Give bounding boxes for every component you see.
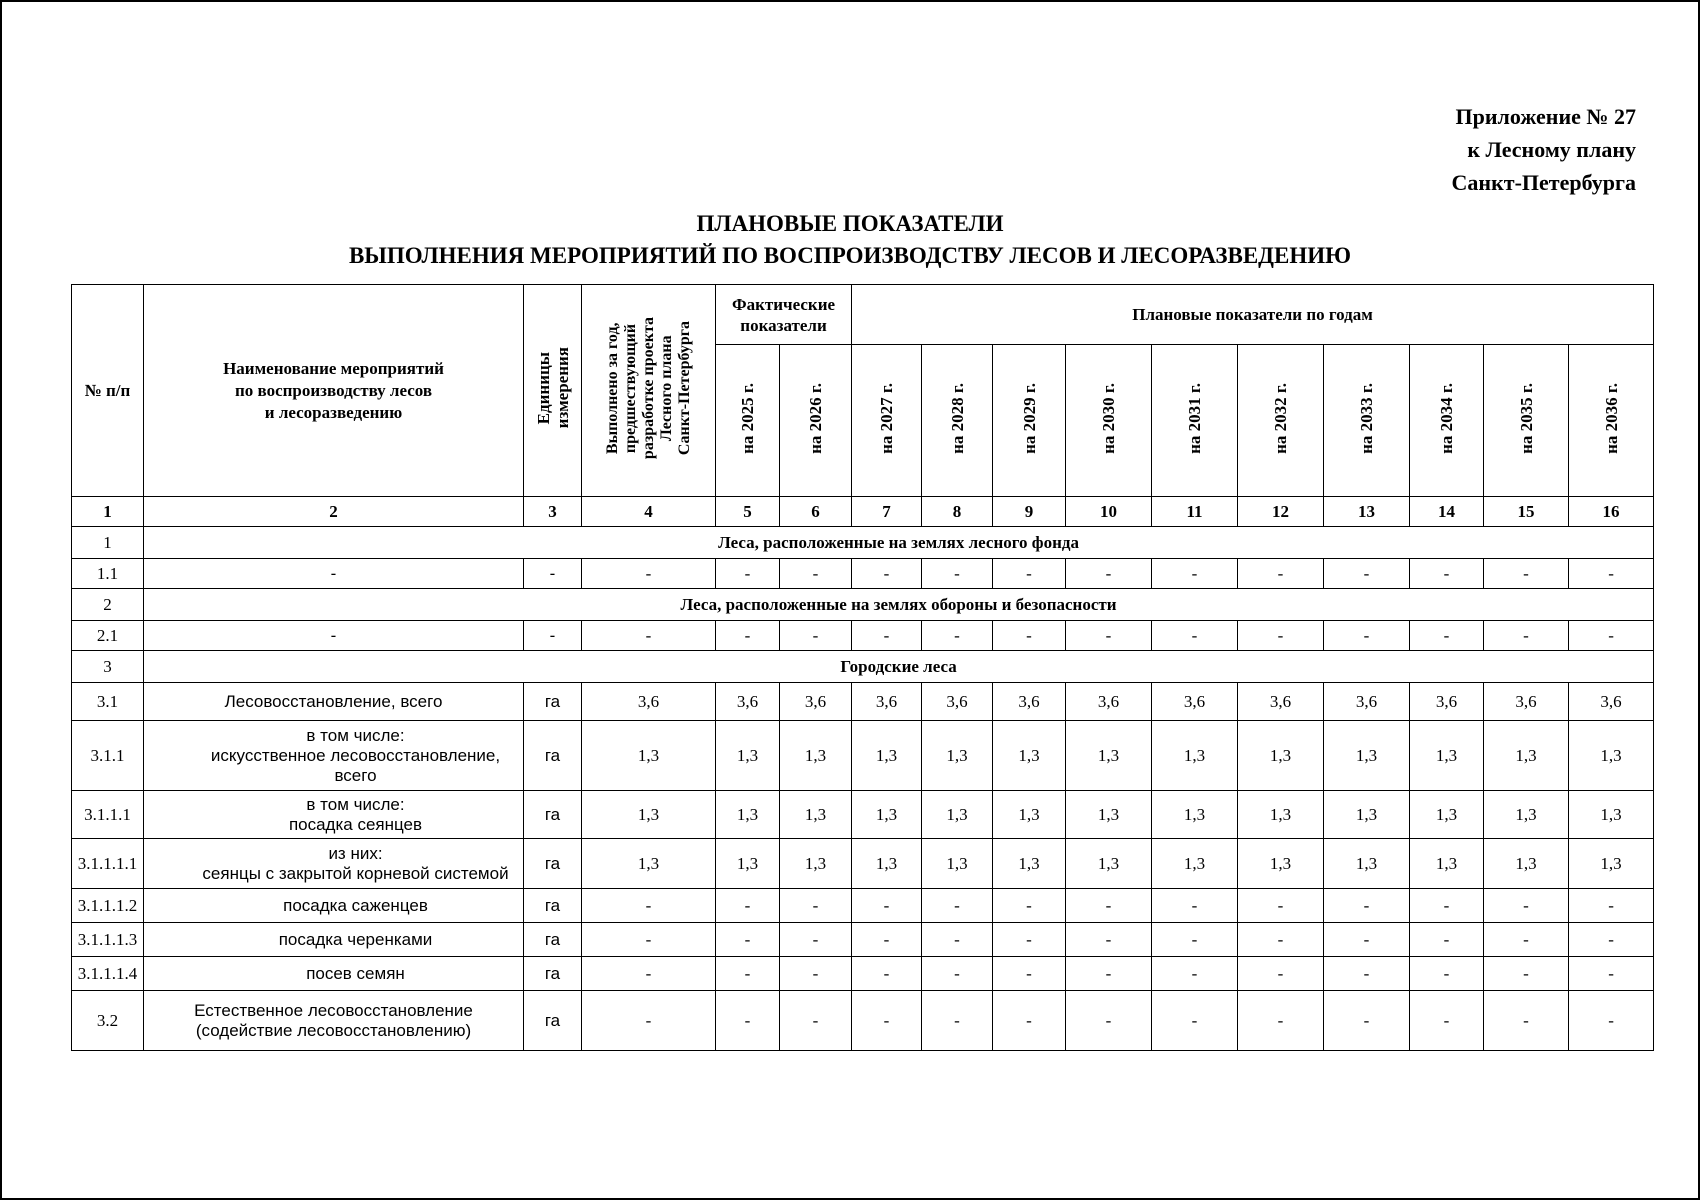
- row-year-value: -: [1238, 559, 1324, 589]
- row-year-value: -: [1324, 957, 1410, 991]
- appendix-note: [1452, 100, 1636, 199]
- column-number: 2: [144, 497, 524, 527]
- row-done-value: 3,6: [582, 683, 716, 721]
- indicators-table: [71, 284, 1654, 1051]
- row-year-value: 3,6: [993, 683, 1066, 721]
- header-year: [1410, 345, 1484, 497]
- row-year-value: 3,6: [1484, 683, 1569, 721]
- header-year: [1484, 345, 1569, 497]
- row-year-value: -: [1484, 621, 1569, 651]
- row-done-value: -: [582, 991, 716, 1051]
- row-year-value: 1,3: [1066, 721, 1152, 791]
- header-done-line: Лесного плана: [657, 335, 675, 441]
- row-year-value: -: [780, 991, 852, 1051]
- row-year-value: -: [1152, 923, 1238, 957]
- row-year-value: 1,3: [1410, 721, 1484, 791]
- column-number: 4: [582, 497, 716, 527]
- row-year-value: -: [922, 559, 993, 589]
- row-year-value: 1,3: [1152, 839, 1238, 889]
- header-actual: Фактические показатели: [716, 285, 852, 345]
- header-year: [1324, 345, 1410, 497]
- header-year: [852, 345, 922, 497]
- row-year-value: 1,3: [1569, 839, 1654, 889]
- row-year-value: 1,3: [852, 721, 922, 791]
- row-unit: га: [524, 923, 582, 957]
- row-year-value: -: [993, 889, 1066, 923]
- row-year-value: 1,3: [1238, 721, 1324, 791]
- header-year: [922, 345, 993, 497]
- title-line-1: ПЛАНОВЫЕ ПОКАЗАТЕЛИ: [696, 211, 1004, 236]
- header-num: № п/п: [72, 285, 144, 497]
- row-year-value: 3,6: [1152, 683, 1238, 721]
- row-code: 3: [72, 651, 144, 683]
- row-year-value: -: [1066, 889, 1152, 923]
- row-done-value: -: [582, 957, 716, 991]
- row-year-value: 1,3: [1324, 791, 1410, 839]
- table-row: [72, 721, 1654, 791]
- header-year: [1569, 345, 1654, 497]
- row-year-value: 3,6: [1238, 683, 1324, 721]
- row-done-value: 1,3: [582, 721, 716, 791]
- row-year-value: -: [1569, 957, 1654, 991]
- document-title: [2, 208, 1698, 272]
- row-unit: га: [524, 991, 582, 1051]
- row-year-value: 1,3: [1484, 839, 1569, 889]
- row-year-value: -: [1569, 559, 1654, 589]
- section-title: Леса, расположенные на землях лесного фонда: [144, 527, 1654, 559]
- row-name: [144, 559, 524, 589]
- header-planned: Плановые показатели по годам: [852, 285, 1654, 345]
- appendix-line-2: к Лесному плану: [1467, 137, 1636, 162]
- row-name: [144, 621, 524, 651]
- row-name-line: Естественное лесовосстановление: [194, 1000, 473, 1020]
- row-done-value: -: [582, 889, 716, 923]
- row-year-value: -: [716, 923, 780, 957]
- column-number: 16: [1569, 497, 1654, 527]
- row-year-value: 1,3: [780, 791, 852, 839]
- header-year-label: на 2031 г.: [1185, 382, 1205, 454]
- header-unit-text: [534, 347, 572, 428]
- row-year-value: -: [1324, 889, 1410, 923]
- row-unit: га: [524, 839, 582, 889]
- row-year-value: 1,3: [716, 839, 780, 889]
- row-code: 2: [72, 589, 144, 621]
- row-code: 3.1.1: [72, 721, 144, 791]
- row-year-value: 1,3: [1066, 839, 1152, 889]
- header-done-line: Выполнено за год,: [603, 322, 621, 454]
- row-done-value: -: [582, 621, 716, 651]
- row-year-value: -: [780, 559, 852, 589]
- row-year-value: 1,3: [1324, 721, 1410, 791]
- row-unit: га: [524, 957, 582, 991]
- row-year-value: -: [993, 991, 1066, 1051]
- table-row: [72, 839, 1654, 889]
- row-year-value: -: [922, 957, 993, 991]
- section-title: Городские леса: [144, 651, 1654, 683]
- row-year-value: 3,6: [780, 683, 852, 721]
- header-name-line: Наименование мероприятий: [223, 358, 444, 378]
- column-number: 6: [780, 497, 852, 527]
- header-done-text: [604, 317, 694, 459]
- row-code: 1: [72, 527, 144, 559]
- row-year-value: 1,3: [993, 839, 1066, 889]
- row-unit: га: [524, 791, 582, 839]
- table-row: [72, 923, 1654, 957]
- row-year-value: -: [922, 621, 993, 651]
- row-year-value: -: [852, 923, 922, 957]
- header-year: [1066, 345, 1152, 497]
- row-year-value: -: [1484, 991, 1569, 1051]
- row-year-value: 3,6: [1410, 683, 1484, 721]
- row-year-value: 3,6: [852, 683, 922, 721]
- row-year-value: -: [1152, 621, 1238, 651]
- row-year-value: -: [1484, 559, 1569, 589]
- row-year-value: -: [1484, 889, 1569, 923]
- row-name-line: (содействие лесовосстановлению): [195, 1020, 472, 1040]
- row-year-value: -: [780, 957, 852, 991]
- row-year-value: -: [993, 559, 1066, 589]
- column-number: 11: [1152, 497, 1238, 527]
- header-year: [780, 345, 852, 497]
- section-row: [72, 527, 1654, 559]
- row-code: 3.1.1.1.3: [72, 923, 144, 957]
- header-row-1: [72, 285, 1654, 345]
- row-year-value: 3,6: [716, 683, 780, 721]
- row-year-value: -: [852, 559, 922, 589]
- row-year-value: -: [1238, 957, 1324, 991]
- column-number: 1: [72, 497, 144, 527]
- column-number: 12: [1238, 497, 1324, 527]
- row-code: 1.1: [72, 559, 144, 589]
- row-name: [144, 683, 524, 721]
- row-year-value: -: [922, 991, 993, 1051]
- row-year-value: 1,3: [780, 721, 852, 791]
- row-unit: -: [524, 621, 582, 651]
- table-row: [72, 621, 1654, 651]
- row-name: [144, 923, 524, 957]
- header-year-label: на 2032 г.: [1271, 382, 1291, 454]
- row-year-value: 1,3: [852, 839, 922, 889]
- header-year-label: на 2030 г.: [1099, 382, 1119, 454]
- table-row: [72, 889, 1654, 923]
- row-year-value: -: [1238, 923, 1324, 957]
- row-done-value: -: [582, 559, 716, 589]
- row-year-value: 1,3: [716, 721, 780, 791]
- row-year-value: -: [852, 621, 922, 651]
- header-year-label: на 2033 г.: [1357, 382, 1377, 454]
- row-year-value: -: [993, 621, 1066, 651]
- title-line-2: ВЫПОЛНЕНИЯ МЕРОПРИЯТИЙ ПО ВОСПРОИЗВОДСТВУ ЛЕСОВ И ЛЕСОРАЗВЕДЕНИЮ: [348, 243, 1352, 268]
- row-year-value: -: [1152, 889, 1238, 923]
- row-name: [144, 889, 524, 923]
- column-number: 14: [1410, 497, 1484, 527]
- row-year-value: 1,3: [716, 791, 780, 839]
- row-done-value: 1,3: [582, 839, 716, 889]
- row-year-value: -: [1569, 991, 1654, 1051]
- row-year-value: -: [780, 923, 852, 957]
- row-year-value: -: [1324, 923, 1410, 957]
- row-year-value: -: [1484, 923, 1569, 957]
- header-year-label: на 2027 г.: [877, 382, 897, 454]
- header-year: [1238, 345, 1324, 497]
- row-year-value: -: [1484, 957, 1569, 991]
- header-year-label: на 2029 г.: [1019, 382, 1039, 454]
- column-number: 15: [1484, 497, 1569, 527]
- row-year-value: -: [1324, 991, 1410, 1051]
- row-year-value: -: [1569, 923, 1654, 957]
- row-unit: -: [524, 559, 582, 589]
- row-year-value: 1,3: [922, 839, 993, 889]
- row-year-value: -: [1410, 957, 1484, 991]
- row-year-value: 1,3: [1569, 721, 1654, 791]
- header-unit-line: Единицы: [533, 351, 553, 425]
- row-year-value: -: [1410, 991, 1484, 1051]
- row-year-value: -: [1410, 889, 1484, 923]
- row-name-line: сеянцы с закрытой корневой системой: [202, 863, 509, 883]
- row-year-value: 1,3: [1569, 791, 1654, 839]
- row-year-value: -: [1238, 621, 1324, 651]
- row-year-value: 1,3: [1238, 791, 1324, 839]
- header-name-line: и лесоразведению: [264, 402, 403, 422]
- row-name-line: в том числе:: [306, 725, 405, 745]
- row-year-value: 3,6: [922, 683, 993, 721]
- header-year-label: на 2028 г.: [947, 382, 967, 454]
- row-done-value: 1,3: [582, 791, 716, 839]
- row-name: [144, 721, 524, 791]
- header-year: [716, 345, 780, 497]
- row-code: 3.2: [72, 991, 144, 1051]
- row-name-line: посадка саженцев: [283, 895, 428, 915]
- row-year-value: 1,3: [993, 721, 1066, 791]
- table-row: [72, 683, 1654, 721]
- section-title: Леса, расположенные на землях обороны и безопасности: [144, 589, 1654, 621]
- column-number: 5: [716, 497, 780, 527]
- row-year-value: 1,3: [1238, 839, 1324, 889]
- row-year-value: -: [1410, 621, 1484, 651]
- row-year-value: 1,3: [922, 721, 993, 791]
- section-row: [72, 589, 1654, 621]
- row-name-line: Лесовосстановление, всего: [224, 691, 443, 711]
- row-unit: га: [524, 683, 582, 721]
- row-year-value: -: [1238, 889, 1324, 923]
- row-year-value: -: [1152, 991, 1238, 1051]
- row-name: [144, 991, 524, 1051]
- header-done: [582, 285, 716, 497]
- row-year-value: 1,3: [1066, 791, 1152, 839]
- row-year-value: -: [716, 889, 780, 923]
- row-year-value: 3,6: [1569, 683, 1654, 721]
- row-year-value: -: [716, 991, 780, 1051]
- row-year-value: -: [716, 621, 780, 651]
- row-year-value: 1,3: [1410, 839, 1484, 889]
- column-numbers-row: [72, 497, 1654, 527]
- row-unit: га: [524, 721, 582, 791]
- row-year-value: 3,6: [1324, 683, 1410, 721]
- row-name: [144, 957, 524, 991]
- row-year-value: -: [1066, 621, 1152, 651]
- column-number: 9: [993, 497, 1066, 527]
- row-year-value: -: [1569, 621, 1654, 651]
- row-name: [144, 791, 524, 839]
- row-name-line: искусственное лесовосстановление,: [210, 745, 501, 765]
- row-year-value: -: [852, 957, 922, 991]
- row-year-value: -: [716, 559, 780, 589]
- column-number: 3: [524, 497, 582, 527]
- header-year-label: на 2034 г.: [1437, 382, 1457, 454]
- row-year-value: -: [922, 923, 993, 957]
- row-year-value: 1,3: [922, 791, 993, 839]
- row-year-value: -: [1410, 923, 1484, 957]
- row-done-value: -: [582, 923, 716, 957]
- row-name-line: всего: [334, 765, 377, 785]
- header-year: [993, 345, 1066, 497]
- row-year-value: 1,3: [1410, 791, 1484, 839]
- row-year-value: 1,3: [993, 791, 1066, 839]
- row-code: 2.1: [72, 621, 144, 651]
- header-unit: [524, 285, 582, 497]
- row-year-value: -: [1324, 621, 1410, 651]
- row-code: 3.1.1.1.1: [72, 839, 144, 889]
- row-code: 3.1.1.1.2: [72, 889, 144, 923]
- row-year-value: 1,3: [852, 791, 922, 839]
- header-year-label: на 2025 г.: [738, 382, 757, 454]
- header-year-label: на 2036 г.: [1601, 382, 1621, 454]
- row-year-value: -: [852, 991, 922, 1051]
- header-year-label: на 2035 г.: [1516, 382, 1536, 454]
- row-year-value: -: [1152, 957, 1238, 991]
- row-year-value: -: [993, 923, 1066, 957]
- header-name: [144, 285, 524, 497]
- row-year-value: -: [1066, 559, 1152, 589]
- row-code: 3.1.1.1.4: [72, 957, 144, 991]
- row-name-line: посадка черенками: [278, 929, 433, 949]
- row-unit: га: [524, 889, 582, 923]
- row-year-value: -: [1066, 923, 1152, 957]
- row-year-value: -: [1569, 889, 1654, 923]
- header-name-line: по воспроизводству лесов: [234, 380, 433, 400]
- column-number: 7: [852, 497, 922, 527]
- column-number: 13: [1324, 497, 1410, 527]
- row-name: [144, 839, 524, 889]
- header-done-line: предшествующий: [621, 323, 639, 453]
- appendix-line-1: Приложение № 27: [1455, 104, 1636, 129]
- row-year-value: -: [780, 621, 852, 651]
- header-done-line: Санкт-Петербурга: [675, 320, 693, 456]
- row-name-line: -: [330, 563, 337, 583]
- row-year-value: 1,3: [1152, 791, 1238, 839]
- row-year-value: 1,3: [1484, 791, 1569, 839]
- row-year-value: -: [1410, 559, 1484, 589]
- column-number: 10: [1066, 497, 1152, 527]
- row-name-line: -: [330, 625, 337, 645]
- row-code: 3.1.1.1: [72, 791, 144, 839]
- table-row: [72, 791, 1654, 839]
- header-done-line: разработке проекта: [639, 316, 657, 460]
- row-code: 3.1: [72, 683, 144, 721]
- header-unit-line: измерения: [552, 347, 572, 429]
- row-year-value: -: [993, 957, 1066, 991]
- row-year-value: 3,6: [1066, 683, 1152, 721]
- column-number: 8: [922, 497, 993, 527]
- row-year-value: -: [1152, 559, 1238, 589]
- row-name-line: в том числе:: [306, 794, 405, 814]
- row-name-line: посадка сеянцев: [288, 814, 423, 834]
- row-year-value: -: [1066, 957, 1152, 991]
- row-name-line: посев семян: [306, 963, 405, 983]
- row-year-value: -: [1238, 991, 1324, 1051]
- row-year-value: -: [922, 889, 993, 923]
- header-year-label: на 2026 г.: [806, 382, 825, 454]
- table-row: [72, 957, 1654, 991]
- row-year-value: 1,3: [1152, 721, 1238, 791]
- row-year-value: 1,3: [1324, 839, 1410, 889]
- section-row: [72, 651, 1654, 683]
- row-year-value: -: [716, 957, 780, 991]
- table-row: [72, 991, 1654, 1051]
- table-row: [72, 559, 1654, 589]
- row-year-value: 1,3: [780, 839, 852, 889]
- row-year-value: -: [1066, 991, 1152, 1051]
- appendix-line-3: Санкт-Петербурга: [1451, 170, 1636, 195]
- row-name-line: из них:: [328, 843, 383, 863]
- row-year-value: 1,3: [1484, 721, 1569, 791]
- row-year-value: -: [1324, 559, 1410, 589]
- header-year: [1152, 345, 1238, 497]
- row-year-value: -: [852, 889, 922, 923]
- row-year-value: -: [780, 889, 852, 923]
